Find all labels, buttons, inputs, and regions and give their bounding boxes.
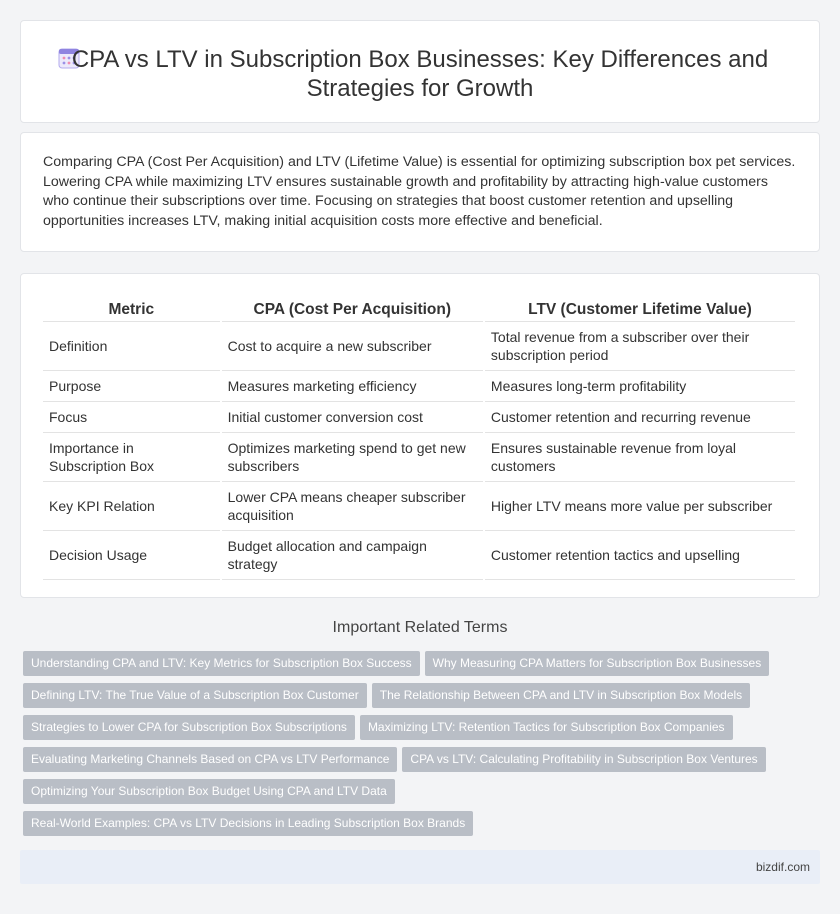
- table-cell: Purpose: [43, 371, 220, 402]
- table-row: [43, 531, 795, 580]
- tag-row: [23, 779, 803, 811]
- page-title: CPA vs LTV in Subscription Box Businesses: Key Differences and Strategies for Growth: [71, 46, 769, 102]
- tag-row: [23, 747, 803, 779]
- table-row: [43, 371, 795, 402]
- table-cell: Total revenue from a subscriber over their subscription period: [485, 322, 795, 371]
- tag-row: [23, 811, 803, 843]
- column-header-metric: Metric: [43, 296, 220, 322]
- related-term-link[interactable]: CPA vs LTV: Calculating Profitability in Subscription Box Ventures: [402, 747, 765, 772]
- table-cell: Decision Usage: [43, 531, 220, 580]
- related-term-link[interactable]: Real-World Examples: CPA vs LTV Decisions in Leading Subscription Box Brands: [23, 811, 473, 836]
- table-cell: Customer retention and recurring revenue: [485, 402, 795, 433]
- table-cell: Focus: [43, 402, 220, 433]
- tag-row: [23, 683, 803, 715]
- table-row: [43, 482, 795, 531]
- tag-row: [23, 651, 803, 683]
- related-term-link[interactable]: Maximizing LTV: Retention Tactics for Subscription Box Companies: [360, 715, 733, 740]
- table-row: [43, 402, 795, 433]
- comparison-table: [41, 296, 797, 580]
- related-term-link[interactable]: The Relationship Between CPA and LTV in Subscription Box Models: [372, 683, 750, 708]
- footer-site-link[interactable]: bizdif.com: [755, 860, 810, 874]
- intro-card: [20, 132, 820, 252]
- table-cell: Definition: [43, 322, 220, 371]
- related-term-link[interactable]: Evaluating Marketing Channels Based on CPA vs LTV Performance: [23, 747, 397, 772]
- related-term-link[interactable]: Understanding CPA and LTV: Key Metrics for Subscription Box Success: [23, 651, 420, 676]
- table-cell: Optimizes marketing spend to get new subscribers: [222, 433, 483, 482]
- intro-paragraph: Comparing CPA (Cost Per Acquisition) and LTV (Lifetime Value) is essential for optimizing subscription box pet services. Lowering CPA while maximizing LTV ensures sustainable growth and profitability by attracting high-value customers who continue their subscriptions over time. Focusing on strategies that boost customer retention and upselling opportunities increases LTV, making initial acquisition costs more effective and beneficial.: [43, 154, 796, 229]
- table-cell: Measures long-term profitability: [485, 371, 795, 402]
- column-header-cpa: CPA (Cost Per Acquisition): [222, 296, 483, 322]
- table-cell: Budget allocation and campaign strategy: [222, 531, 483, 580]
- table-header-row: [43, 296, 795, 322]
- footer: [20, 850, 820, 884]
- table-cell: Customer retention tactics and upselling: [485, 531, 795, 580]
- table-row: [43, 433, 795, 482]
- table-cell: Initial customer conversion cost: [222, 402, 483, 433]
- table-cell: Lower CPA means cheaper subscriber acquisition: [222, 482, 483, 531]
- related-terms-title: Important Related Terms: [332, 619, 508, 636]
- header-card: [20, 20, 820, 123]
- comparison-table-card: [20, 273, 820, 598]
- column-header-ltv: LTV (Customer Lifetime Value): [485, 296, 795, 322]
- table-cell: Higher LTV means more value per subscriber: [485, 482, 795, 531]
- related-term-link[interactable]: Why Measuring CPA Matters for Subscription Box Businesses: [425, 651, 770, 676]
- related-terms-list: [23, 651, 803, 843]
- table-cell: Ensures sustainable revenue from loyal customers: [485, 433, 795, 482]
- table-cell: Measures marketing efficiency: [222, 371, 483, 402]
- table-row: [43, 322, 795, 371]
- table-cell: Cost to acquire a new subscriber: [222, 322, 483, 371]
- table-cell: Importance in Subscription Box: [43, 433, 220, 482]
- related-term-link[interactable]: Strategies to Lower CPA for Subscription Box Subscriptions: [23, 715, 355, 740]
- tag-row: [23, 715, 803, 747]
- related-term-link[interactable]: Optimizing Your Subscription Box Budget Using CPA and LTV Data: [23, 779, 395, 804]
- table-cell: Key KPI Relation: [43, 482, 220, 531]
- related-term-link[interactable]: Defining LTV: The True Value of a Subscription Box Customer: [23, 683, 367, 708]
